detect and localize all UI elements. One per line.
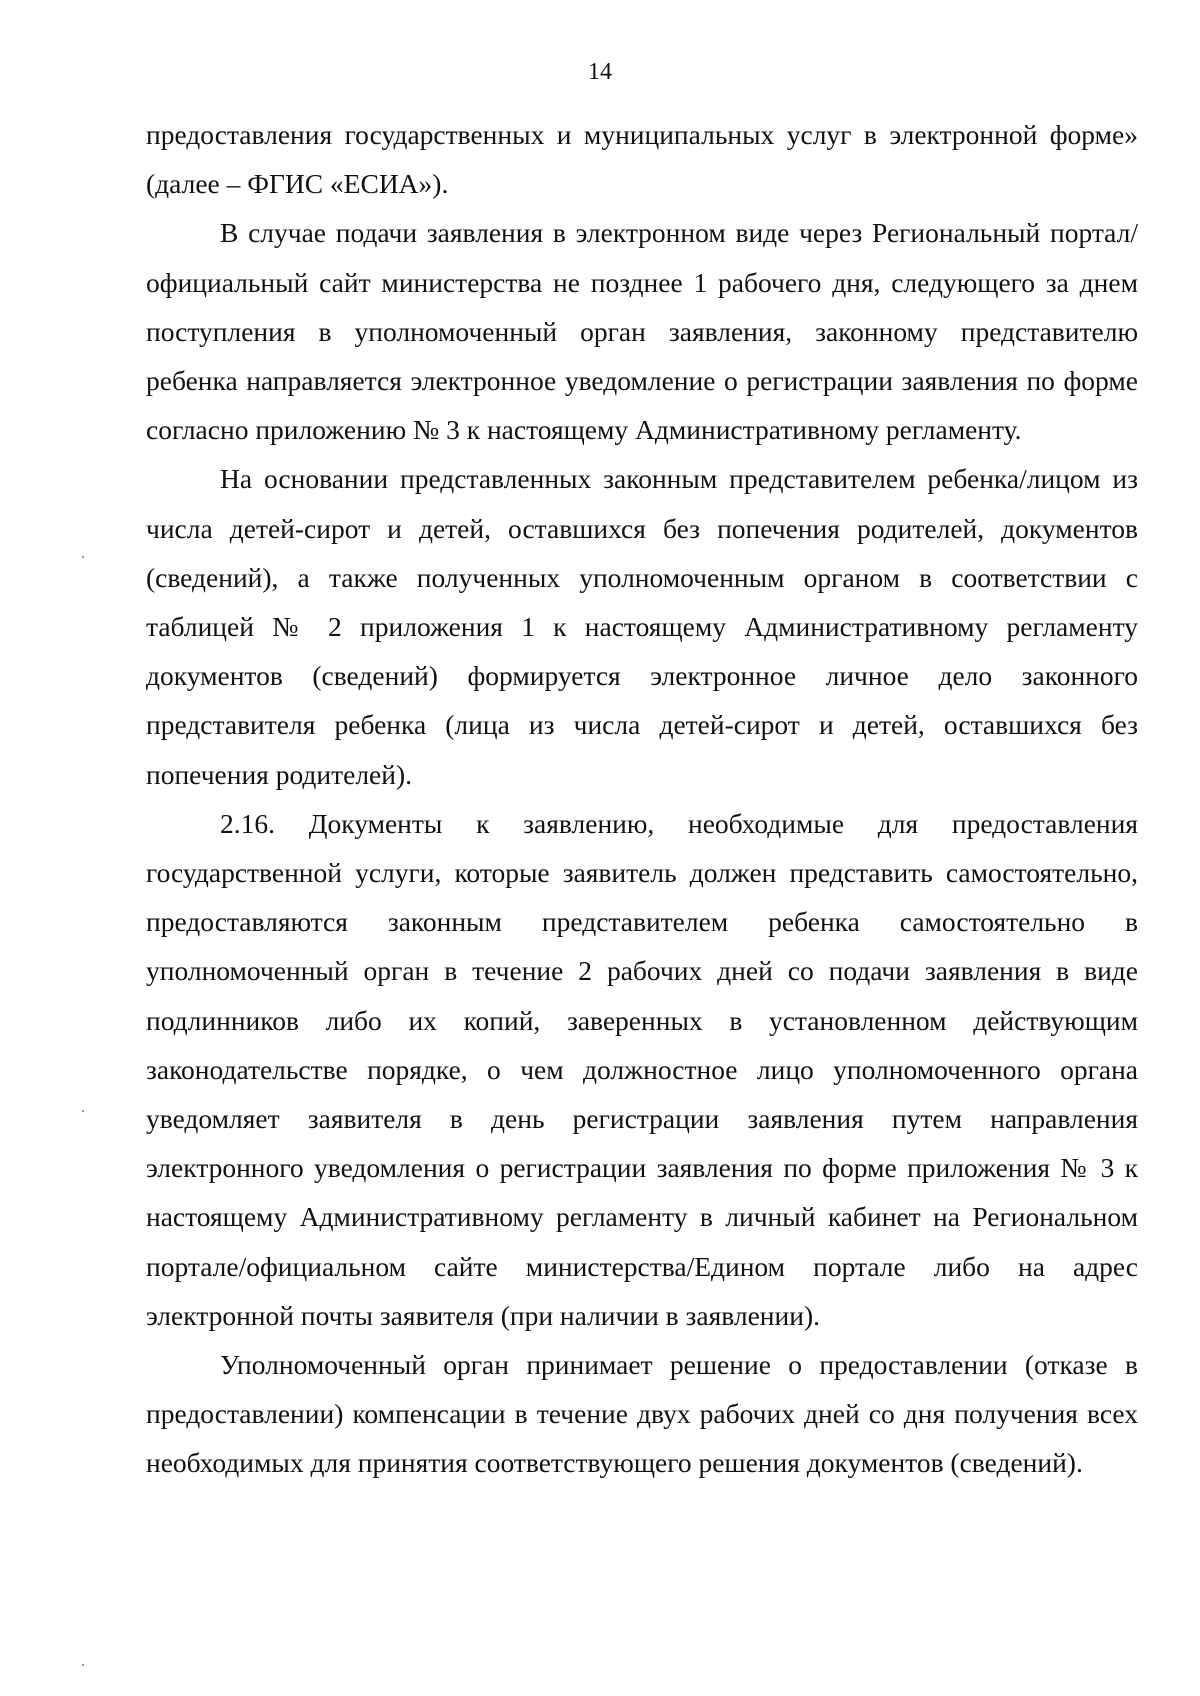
margin-scan-mark bbox=[82, 1664, 84, 1666]
paragraph-section-2-16: 2.16. Документы к заявлению, необходимые для предоставления государственной услуги, которые заявитель должен представить самостоятельно, предоставляются законным представителем ребенка самостоятельно в уполномоченный орган в течение 2 рабочих дней со подачи заявления в виде подлинников либо их копий, заверенных в установленном действующим законодательстве порядке, о чем должностное лицо уполномоченного органа уведомляет заявителя в день регистрации заявления путем направления электронного уведомления о регистрации заявления по форме приложения № 3 к настоящему Административному регламенту в личный кабинет на Региональном портале/официальном сайте министерства/Едином портале либо на адрес электронной почты заявителя (при наличии в заявлении). bbox=[146, 807, 1138, 1331]
margin-scan-mark bbox=[82, 1110, 84, 1112]
paragraph-personal-file: На основании представленных законным представителем ребенка/лицом из числа детей-сирот и детей, оставшихся без попечения родителей, документов (сведений), а также полученных уполномоченным органом в соответствии с таблицей № 2 приложения 1 к настоящему Административному регламенту документов (сведений) формируется электронное личное дело законного представителя ребенка (лица из числа детей-сирот и детей, оставшихся без попечения родителей). bbox=[146, 463, 1138, 790]
paragraph-electronic-notification: В случае подачи заявления в электронном виде через Региональный портал/официальный сайт министерства не позднее 1 рабочего дня, следующего за днем поступления в уполномоченный орган заявления, законному представителю ребенка направляется электронное уведомление о регистрации заявления по форме согласно приложению № 3 к настоящему Административному регламенту. bbox=[146, 217, 1138, 446]
paragraph-decision: Уполномоченный орган принимает решение о предоставлении (отказе в предоставлении) компенсации в течение двух рабочих дней со дня получения всех необходимых для принятия соответствующего решения документов (сведений). bbox=[146, 1349, 1138, 1479]
document-body bbox=[146, 110, 1138, 1488]
page-number: 14 bbox=[588, 59, 612, 85]
margin-scan-mark bbox=[82, 556, 84, 558]
paragraph-continuation: предоставления государственных и муниципальных услуг в электронной форме» (далее – ФГИС «ЕСИА»). bbox=[146, 119, 1138, 200]
